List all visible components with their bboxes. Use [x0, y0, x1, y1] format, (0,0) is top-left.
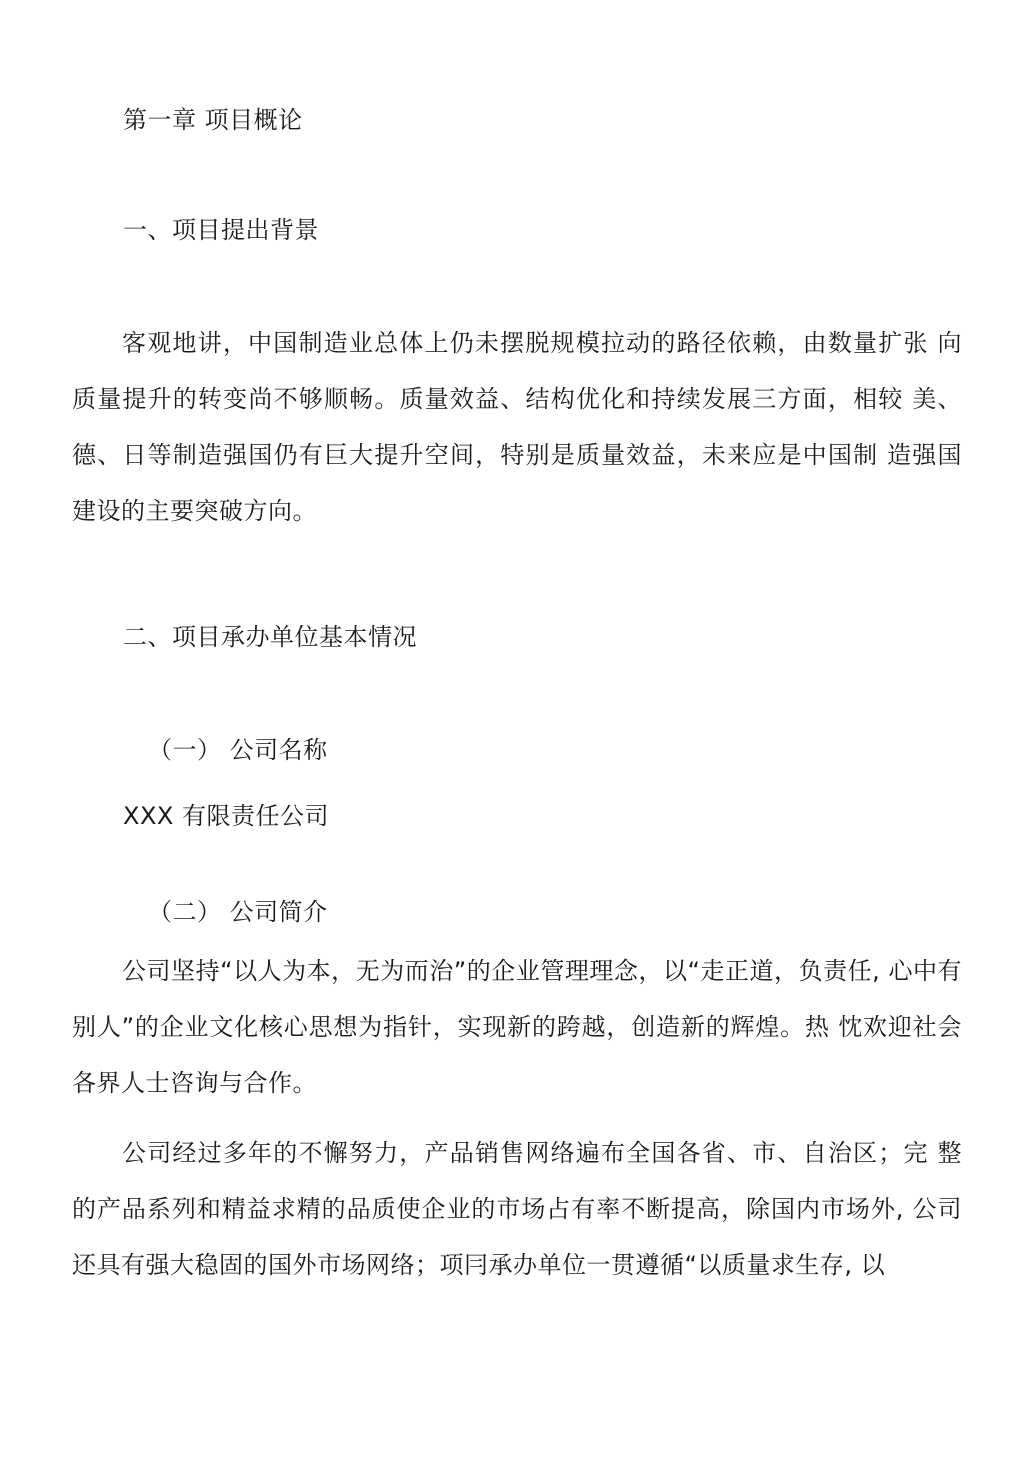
paragraph-company-philosophy: 公司坚持“以人为本，无为而治”的企业管理理念，以“走正道，负责任, 心中有别人”的企业文化核心思想为指针，实现新的跨越，创造新的辉煌。热 忱欢迎社会各界人士咨询与合作。: [72, 957, 962, 1097]
subsection-heading-company-name: （一） 公司名称: [148, 736, 328, 764]
subsection-heading-company-profile: （二） 公司简介: [148, 898, 328, 926]
paragraph-background: 客观地讲，中国制造业总体上仍未摆脱规模拉动的路径依赖，由数量扩张 向质量提升的转变尚不够顺畅。质量效益、结构优化和持续发展三方面，相较 美、德、日等制造强国仍有巨大提升空间，特别是质量效益，未来应是中国制 造强国建设的主要突破方向。: [72, 329, 962, 525]
chapter-title: 第一章 项目概论: [123, 106, 303, 134]
section-heading-background: 一、项目提出背景: [123, 216, 319, 244]
section-heading-company-info: 二、项目承办单位基本情况: [123, 623, 417, 651]
paragraph-company-market: 公司经过多年的不懈努力，产品销售网络遍布全国各省、市、自治区；完 整的产品系列和精益求精的品质使企业的市场占有率不断提高，除国内市场外, 公司还具有强大稳固的国外市场网络；项冃承办单位一贯遵循“以质量求生存, 以: [72, 1139, 962, 1279]
company-name-value: XXX 有限责任公司: [123, 802, 329, 830]
